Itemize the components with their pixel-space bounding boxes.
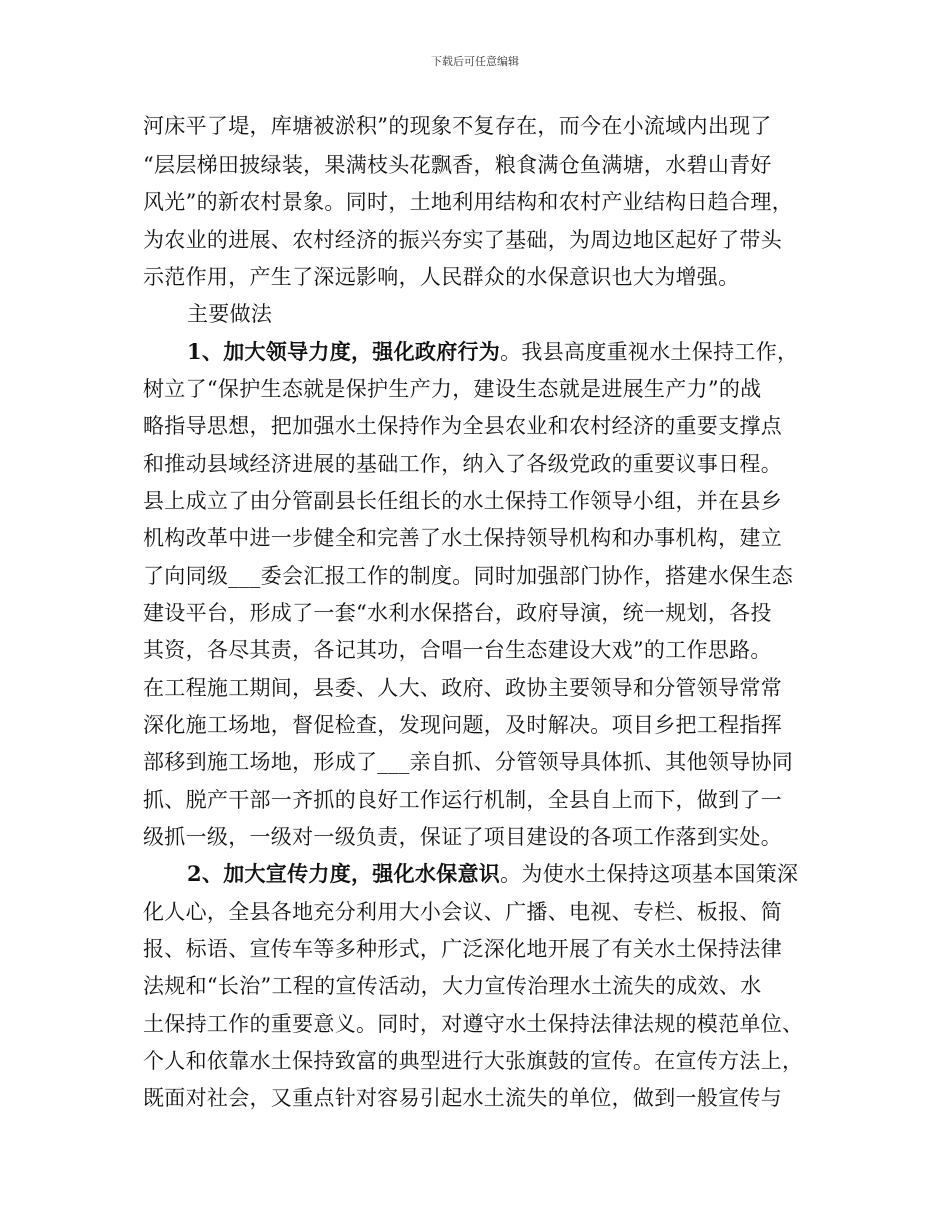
text-line: 风光”的新农村景象。同时，土地利用结构和农村产业结构日趋合理， [143, 190, 794, 214]
text-line: 了向同级___委会汇报工作的制度。同时加强部门协作，搭建水保生态 [143, 564, 794, 588]
text-line: 河床平了堤，库塘被淤积”的现象不复存在，而今在小流域内出现了 [143, 114, 772, 138]
text-span: 。为使水土保持这项基本国策深 [500, 862, 799, 886]
paragraph-lead-line [187, 337, 798, 367]
section-heading: 主要做法 [187, 302, 273, 326]
text-line: 示范作用，产生了深远影响，人民群众的水保意识也大为增强。 [143, 265, 740, 289]
text-line: 化人心，全县各地充分利用大小会议、广播、电视、专栏、板报、简 [143, 900, 782, 924]
text-line: 机构改革中进一步健全和完善了水土保持领导机构和办事机构，建立 [143, 526, 782, 550]
text-line: 抓、脱产干部一齐抓的良好工作运行机制，全县自上而下，做到了一 [143, 788, 782, 812]
text-line: 土保持工作的重要意义。同时，对遵守水土保持法律法规的模范单位、 [143, 1012, 804, 1036]
page-header: 下载后可任意编辑 [431, 55, 519, 68]
text-line: 既面对社会，又重点针对容易引起水土流失的单位，做到一般宣传与 [143, 1086, 782, 1110]
text-line: 树立了“保护生态就是保护生产力，建设生态就是进展生产力”的战 [143, 377, 762, 401]
subheading-bold: 1、加大领导力度，强化政府行为 [187, 339, 501, 364]
text-line: 法规和“长治”工程的宣传活动，大力宣传治理水土流失的成效、水 [143, 974, 762, 998]
text-line: 在工程施工期间，县委、人大、政府、政协主要领导和分管领导常常 [143, 676, 782, 700]
text-line: “层层梯田披绿装，果满枝头花飘香，粮食满仓鱼满塘，水碧山青好 [143, 153, 772, 177]
text-line: 和推动县域经济进展的基础工作，纳入了各级党政的重要议事日程。 [143, 452, 782, 476]
text-line: 深化施工场地，督促检查，发现问题，及时解决。项目乡把工程指挥 [143, 713, 782, 737]
subheading-bold: 2、加大宣传力度，强化水保意识 [187, 861, 501, 886]
text-span: 。我县高度重视水土保持工作， [500, 340, 799, 364]
text-line: 县上成立了由分管副县长任组长的水土保持工作领导小组，并在县乡 [143, 489, 782, 513]
paragraph-lead-line [187, 859, 798, 889]
text-line: 建设平台，形成了一套“水利水保搭台，政府导演，统一规划，各投 [143, 601, 772, 625]
text-line: 部移到施工场地，形成了___亲自抓、分管领导具体抓、其他领导协同 [143, 750, 794, 774]
text-line: 其资，各尽其责，各记其功，合唱一台生态建设大戏”的工作思路。 [143, 638, 772, 662]
text-line: 个人和依靠水土保持致富的典型进行大张旗鼓的宣传。在宣传方法上， [143, 1049, 804, 1073]
text-line: 为农业的进展、农村经济的振兴夯实了基础，为周边地区起好了带头 [143, 228, 782, 252]
text-line: 级抓一级，一级对一级负责，保证了项目建设的各项工作落到实处。 [143, 825, 782, 849]
text-line: 略指导思想，把加强水土保持作为全县农业和农村经济的重要支撑点 [143, 414, 782, 438]
text-line: 报、标语、宣传车等多种形式，广泛深化地开展了有关水土保持法律 [143, 937, 782, 961]
